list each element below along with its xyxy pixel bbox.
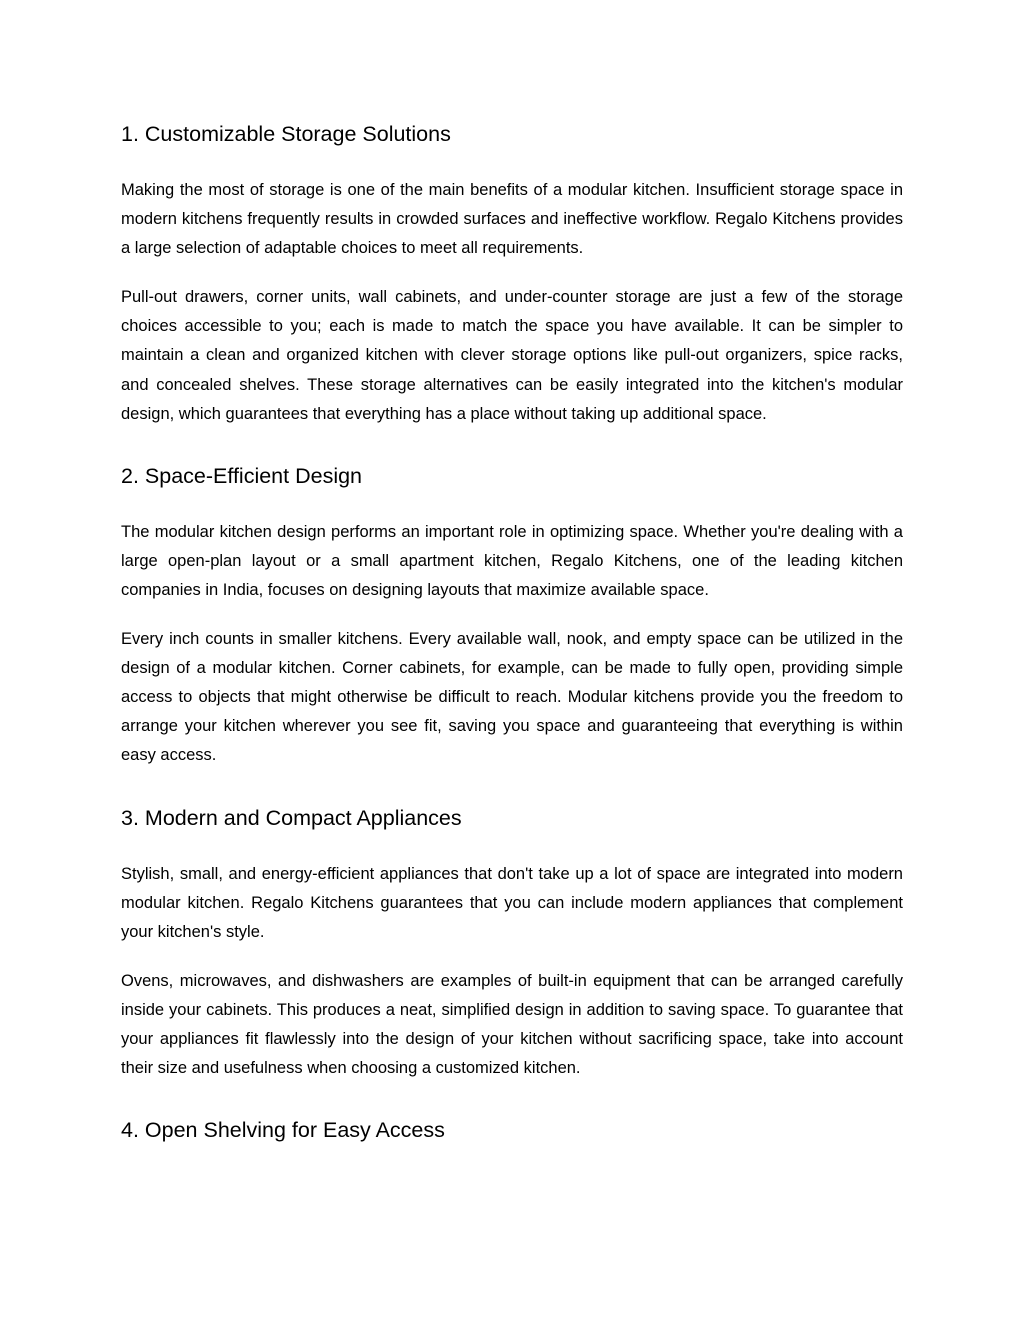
section-heading-space-design: 2. Space-Efficient Design (121, 463, 363, 488)
section-heading-open-shelving: 4. Open Shelving for Easy Access (121, 1118, 445, 1143)
section-heading-appliances: 3. Modern and Compact Appliances (121, 805, 462, 830)
paragraph-storage-options: Pull-out drawers, corner units, wall cabinets, and under-counter storage are just a few of the storage choices accessible to you; each is made to match the space you have available. It can be simpler to maintain a clean and organized kitchen with clever storage options like pull-out organizers, spice racks, and concealed shelves. These storage alternatives can be easily integrated into the kitchen's modular design, which guarantees that everything has a place without taking up additional space. (121, 288, 903, 423)
paragraph-space-intro: The modular kitchen design performs an important role in optimizing space. Whether you're dealing with a large open-plan layout or a small apartment kitchen, Regalo Kitchens, one of the leading kitchen companies in India, focuses on designing layouts that maximize available space. (121, 522, 903, 599)
paragraph-appliances-details: Ovens, microwaves, and dishwashers are examples of built-in equipment that can be arranged carefully inside your cabinets. This produces a neat, simplified design in addition to saving space. To guarantee that your appliances fit flawlessly into the design of your kitchen without sacrificing space, take into account their size and usefulness when choosing a customized kitchen. (121, 971, 903, 1078)
document-page (121, 117, 903, 1147)
paragraph-storage-intro: Making the most of storage is one of the main benefits of a modular kitchen. Insufficient storage space in modern kitchens frequently results in crowded surfaces and ineffective workflow. Regalo Kitchens provides a large selection of adaptable choices to meet all requirements. (121, 181, 903, 258)
section-heading-storage: 1. Customizable Storage Solutions (121, 122, 451, 146)
paragraph-appliances-intro: Stylish, small, and energy-efficient appliances that don't take up a lot of space are integrated into modern modular kitchen. Regalo Kitchens guarantees that you can include modern appliances that complement your kitchen's style. (121, 864, 903, 941)
paragraph-space-details: Every inch counts in smaller kitchens. Every available wall, nook, and empty space can be utilized in the design of a modular kitchen. Corner cabinets, for example, can be made to fully open, providing simple access to objects that might otherwise be difficult to reach. Modular kitchens provide you the freedom to arrange your kitchen wherever you see fit, saving you space and guaranteeing that everything is within easy access. (121, 630, 903, 765)
